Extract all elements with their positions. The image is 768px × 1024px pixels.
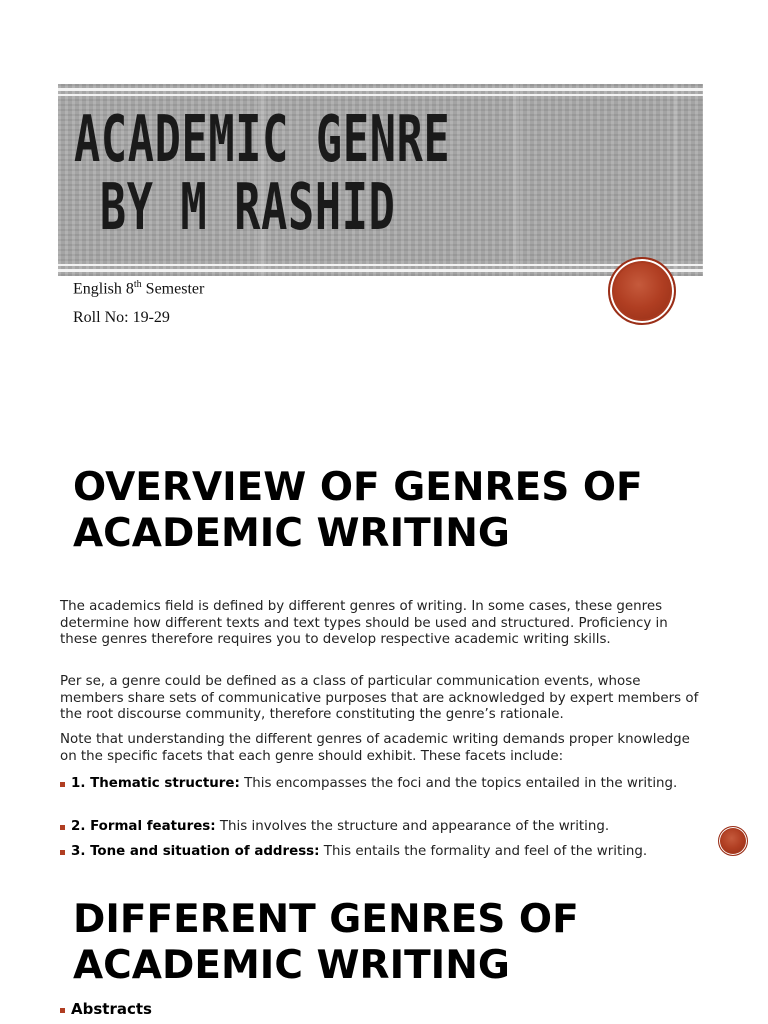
genre-bullet-abstracts [60, 1001, 700, 1018]
title-line-2: BY M RASHID [99, 171, 396, 245]
course-suffix: Semester [141, 280, 205, 298]
overview-heading [73, 465, 643, 557]
bullet-label: 1. Thematic structure: [71, 776, 240, 791]
slide-title [74, 103, 451, 245]
bullet-label: Abstracts [71, 1000, 152, 1018]
overview-heading-line-1: OVERVIEW OF GENRES OF [73, 465, 643, 510]
facet-bullet-formal [60, 819, 700, 836]
bullet-label: 3. Tone and situation of address: [71, 844, 320, 859]
bullet-label: 2. Formal features: [71, 819, 216, 834]
facet-bullet-thematic [60, 776, 700, 793]
roll-number: Roll No: 19-29 [73, 309, 170, 326]
title-line-1: ACADEMIC GENRE [74, 103, 451, 177]
course-prefix: English 8 [73, 280, 134, 298]
bullet-text: This entails the formality and feel of the writing. [319, 844, 648, 859]
bullet-text: This involves the structure and appearance of the writing. [215, 819, 610, 834]
title-banner [58, 84, 703, 276]
banner-bottom-rule [58, 269, 703, 272]
facet-bullet-tone [60, 844, 700, 861]
decorative-circle-icon [718, 826, 748, 856]
course-subtitle [73, 279, 204, 298]
overview-paragraph-1: The academics field is defined by different genres of writing. In some cases, these genres determine how different texts and text types should be used and structured. Proficiency in these genres therefore requires you to develop respective academic writing skills. [60, 599, 668, 647]
overview-heading-line-2: ACADEMIC WRITING [73, 511, 510, 556]
overview-paragraph-2: Per se, a genre could be defined as a class of particular communication events, whose members share sets of communicative purposes that are acknowledged by expert members of the root discourse community, therefore constituting the genre’s rationale. [60, 674, 699, 722]
overview-paragraph-3: Note that understanding the different genres of academic writing demands proper knowledge on the specific facets that each genre should exhibit. These facets include: [60, 732, 690, 764]
banner-texture [513, 84, 519, 276]
genres-heading [73, 897, 579, 989]
genres-heading-line-2: ACADEMIC WRITING [73, 943, 510, 988]
bullet-text: This encompasses the foci and the topics entailed in the writing. [239, 776, 678, 791]
banner-bottom-rule-thin [58, 264, 703, 266]
banner-top-rule [58, 88, 703, 91]
genres-heading-line-1: DIFFERENT GENRES OF [73, 897, 579, 942]
course-superscript: th [133, 279, 142, 290]
decorative-circle-icon [608, 257, 676, 325]
banner-top-rule-thin [58, 94, 703, 96]
banner-texture [673, 84, 678, 276]
